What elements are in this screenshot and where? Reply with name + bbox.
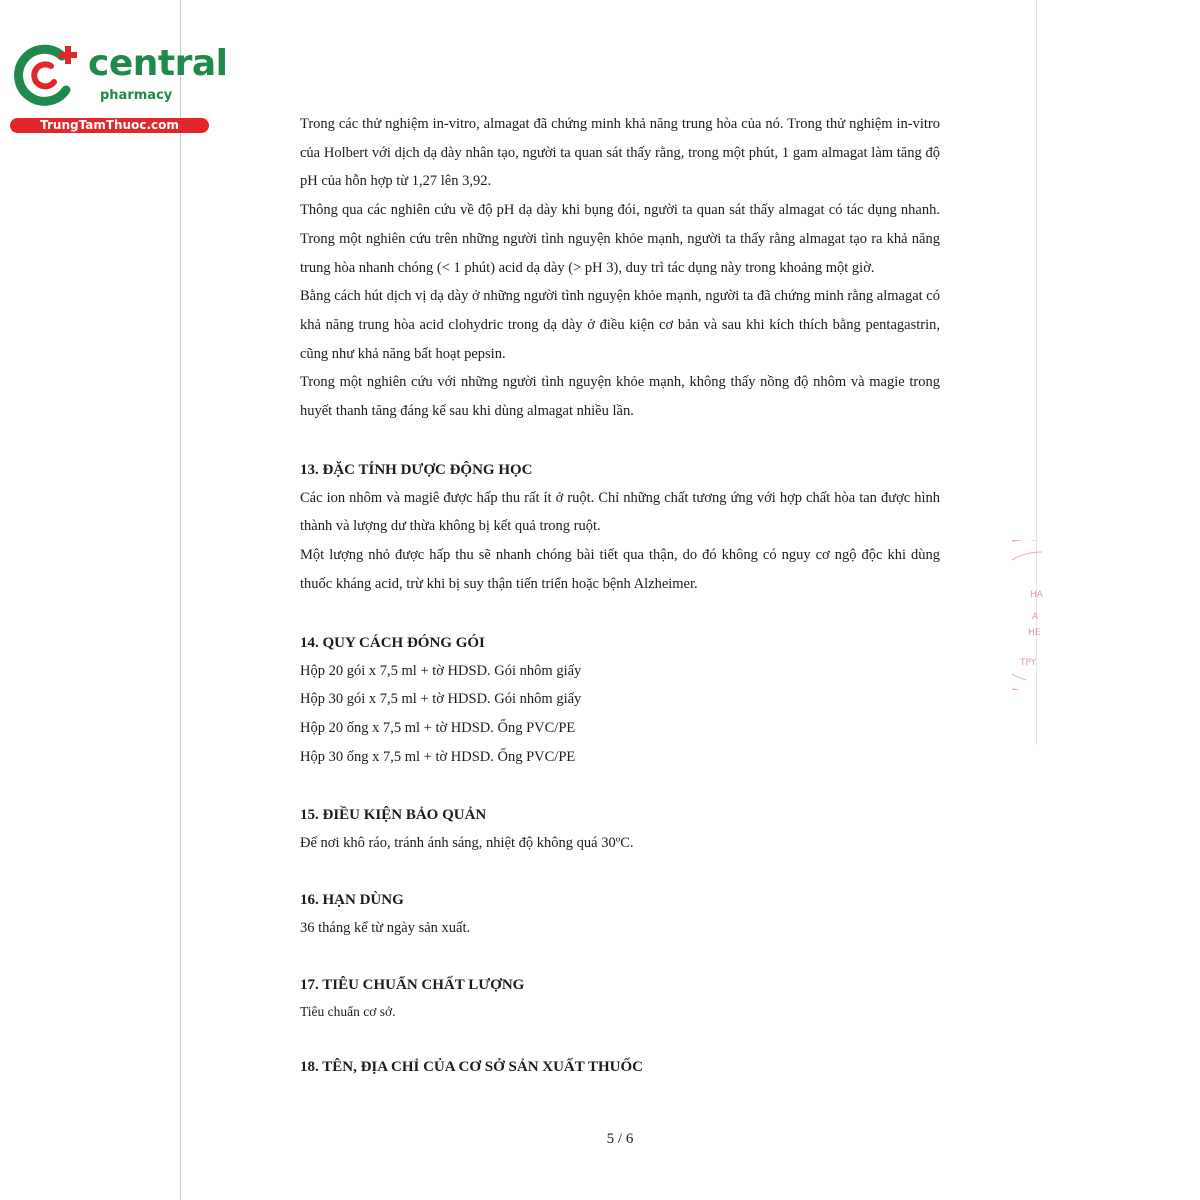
logo-brand-text: central	[88, 43, 228, 84]
spacer	[300, 858, 940, 886]
spacer	[300, 943, 940, 971]
document-content	[300, 110, 940, 1081]
storage-text: Để nơi khô ráo, tránh ánh sáng, nhiệt độ không quá 30ºC.	[300, 835, 634, 852]
shelf-life-text: 36 tháng kể từ ngày sản xuất.	[300, 920, 471, 937]
section-heading-17: 17. TIÊU CHUẨN CHẤT LƯỢNG	[300, 976, 525, 993]
body-paragraph: Bằng cách hút dịch vị dạ dày ở những người tình nguyện khỏe mạnh, người ta đã chứng minh rằng almagat có khả năng trung hòa acid clohydric trong dạ dày ở điều kiện cơ bản và sau khi kích thích bằng pentagastrin, cũng như khả năng bất hoạt pepsin.	[300, 288, 940, 362]
spacer	[300, 771, 940, 801]
body-paragraph: Trong các thử nghiệm in-vitro, almagat đã chứng minh khả năng trung hòa của nó. Trong thử nghiệm in-vitro của Holbert với dịch dạ dày nhân tạo, người ta quan sát thấy rằng, trong một phút, 1 gam almagat làm tăng độ pH của hỗn hợp từ 1,27 lên 3,92.	[300, 116, 940, 190]
section-heading-13: 13. ĐẶC TÍNH DƯỢC ĐỘNG HỌC	[300, 461, 533, 478]
spacer	[300, 599, 940, 629]
red-stamp-fragment: HA A HE TPY	[1012, 540, 1042, 690]
section-heading-16: 16. HẠN DÙNG	[300, 892, 404, 909]
body-paragraph: Thông qua các nghiên cứu về độ pH dạ dày khi bụng đói, người ta quan sát thấy almagat có tác dụng nhanh. Trong một nghiên cứu trên những người tình nguyện khỏe mạnh, người ta thấy rằng almagat tạo ra khả năng trung hòa nhanh chóng (< 1 phút) acid dạ dày (> pH 3), duy trì tác dụng này trong khoảng một giờ.	[300, 202, 940, 276]
page-edge-left	[180, 0, 181, 1200]
section-heading-15: 15. ĐIỀU KIỆN BẢO QUẢN	[300, 807, 487, 824]
logo-sub-text: pharmacy	[100, 88, 173, 103]
section-13-paragraph: Các ion nhôm và magiê được hấp thu rất ít ở ruột. Chỉ những chất tương ứng với hợp chất hòa tan được hình thành và lượng dư thừa không bị kết quả trong ruột.	[300, 489, 940, 535]
spacer	[300, 1025, 940, 1053]
page-number: 5 / 6	[606, 1131, 634, 1147]
spacer	[300, 426, 940, 456]
packaging-item: Hộp 20 gói x 7,5 ml + tờ HDSD. Gói nhôm giấy	[300, 662, 582, 679]
packaging-item: Hộp 30 ống x 7,5 ml + tờ HDSD. Ống PVC/PE	[300, 748, 576, 765]
quality-standard-text: Tiêu chuẩn cơ sở.	[300, 1003, 396, 1019]
packaging-item: Hộp 20 ống x 7,5 ml + tờ HDSD. Ống PVC/PE	[300, 719, 576, 736]
section-heading-18: 18. TÊN, ĐỊA CHỈ CỦA CƠ SỞ SẢN XUẤT THUỐC	[300, 1058, 643, 1075]
body-paragraph: Trong một nghiên cứu với những người tình nguyện khỏe mạnh, không thấy nồng độ nhôm và magie trong huyết thanh tăng đáng kể sau khi dùng almagat nhiều lần.	[300, 374, 940, 420]
packaging-item: Hộp 30 gói x 7,5 ml + tờ HDSD. Gói nhôm giấy	[300, 691, 582, 708]
central-pharmacy-logo	[10, 38, 228, 134]
section-13-paragraph: Một lượng nhỏ được hấp thu sẽ nhanh chóng bài tiết qua thận, do đó không có nguy cơ ngộ độc khi dùng thuốc kháng acid, trừ khi bị suy thận tiến triển hoặc bệnh Alzheimer.	[300, 547, 940, 592]
section-heading-14: 14. QUY CÁCH ĐÓNG GÓI	[300, 634, 485, 651]
logo-website-banner: TrungTamThuoc.com	[10, 118, 209, 133]
central-c-cross-icon	[10, 38, 90, 108]
